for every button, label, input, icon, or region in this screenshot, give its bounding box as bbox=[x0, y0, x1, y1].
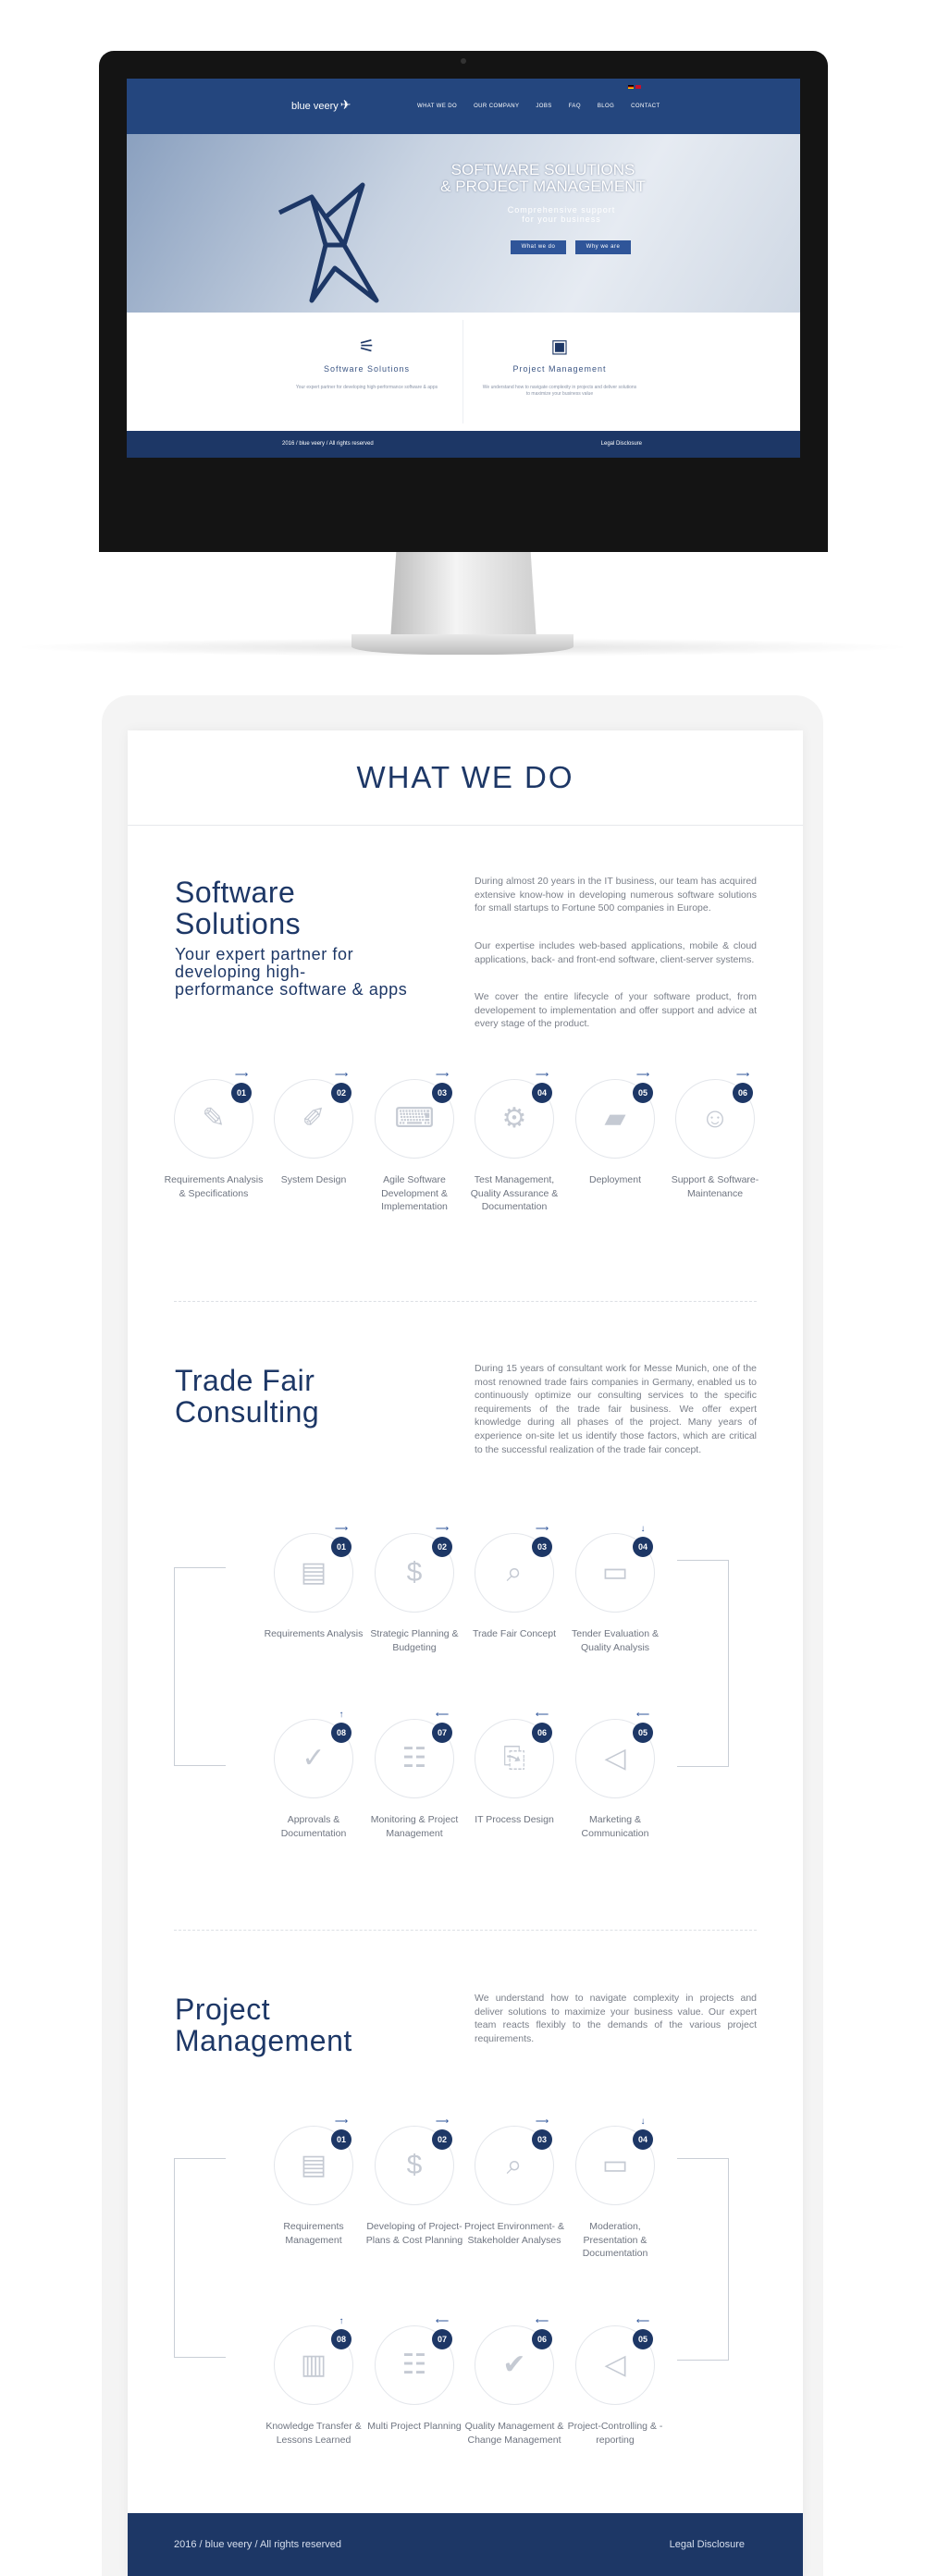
arrow-left-icon: ⟵ bbox=[535, 1710, 549, 1720]
english-flag-icon[interactable] bbox=[635, 85, 641, 89]
step-label: Moderation, Presentation & Documentation bbox=[582, 2221, 648, 2259]
site-logo[interactable] bbox=[291, 97, 352, 113]
knowledge-icon: ▥ bbox=[300, 2349, 327, 2380]
footer-copyright: 2016 / blue veery / All rights reserved bbox=[282, 441, 374, 447]
step-number-badge: 04 bbox=[532, 1083, 552, 1103]
step-label: IT Process Design bbox=[475, 1814, 554, 1825]
gears-icon: ⚙ bbox=[501, 1103, 527, 1134]
step-number-badge: 01 bbox=[231, 1083, 252, 1103]
hero-subtitle bbox=[497, 205, 626, 224]
step-label: Knowledge Transfer & Lessons Learned bbox=[265, 2421, 362, 2446]
cycle-bracket-left bbox=[174, 1567, 226, 1766]
hero-title-line2: & PROJECT MANAGEMENT bbox=[440, 178, 646, 195]
arrow-left-icon: ⟵ bbox=[635, 2316, 650, 2326]
arrow-left-icon: ⟵ bbox=[635, 1710, 650, 1720]
arrow-up-icon: ↑ bbox=[339, 2316, 344, 2326]
magnifier-icon: ⌕ bbox=[506, 1557, 523, 1588]
step-number-badge: 08 bbox=[331, 2329, 352, 2349]
step-label: Tender Evaluation & Quality Analysis bbox=[572, 1628, 659, 1653]
site-header bbox=[127, 79, 800, 134]
title-line1: Trade Fair bbox=[175, 1364, 315, 1397]
arrow-left-icon: ⟵ bbox=[435, 2316, 450, 2326]
arrow-right-icon: ⟶ bbox=[435, 2116, 450, 2127]
cycle-bracket-left bbox=[174, 2158, 226, 2358]
software-paragraph-1: During almost 20 years in the IT business, our team has acquired extensive know-how in developing numerous software solutions for small startups to Fortune 500 companies in Europe. bbox=[475, 876, 757, 914]
team-icon: ☷ bbox=[401, 1743, 427, 1773]
nav-item-faq[interactable]: FAQ bbox=[568, 104, 581, 109]
trade-fair-paragraph: During 15 years of consultant work for Messe Munich, one of the most renowned trade fairs companies in Germany, enabled us to continuously optimize our consulting services to the specific requirements of the trade fair business. We offer expert knowledge during all phases of the project. Many years of experience on-site let us identify those factors, which are critical to the successful realization of the trade fair concept. bbox=[475, 1363, 757, 1455]
language-flags bbox=[628, 85, 641, 89]
footer-copyright: 2016 / blue veery / All rights reserved bbox=[174, 2539, 341, 2550]
software-paragraph-2: Our expertise includes web-based applications, mobile & cloud applications, back- and front-end software, client-server systems. bbox=[475, 940, 757, 965]
support-agent-icon: ☺ bbox=[700, 1103, 730, 1134]
step-number-badge: 03 bbox=[532, 2129, 552, 2150]
arrow-right-icon: ⟶ bbox=[535, 1070, 549, 1080]
step-label: Project Environment- & Stakeholder Analyses bbox=[464, 2221, 564, 2246]
step-label: Multi Project Planning bbox=[367, 2421, 462, 2432]
sliders-icon: ▣ bbox=[550, 337, 569, 357]
step-number-badge: 02 bbox=[432, 2129, 452, 2150]
step-number-badge: 05 bbox=[633, 1723, 653, 1743]
hero-title bbox=[404, 162, 682, 195]
origami-bird-icon bbox=[275, 180, 404, 310]
megaphone-icon: ◁ bbox=[604, 2349, 626, 2380]
title-line2: Consulting bbox=[175, 1395, 320, 1429]
arrow-right-icon: ⟶ bbox=[535, 1524, 549, 1534]
step-number-badge: 07 bbox=[432, 1723, 452, 1743]
title-line1: Software bbox=[175, 876, 296, 909]
process-icon: ⎘ bbox=[503, 1743, 525, 1773]
nav-item-contact[interactable]: CONTACT bbox=[631, 104, 660, 109]
budget-icon: $ bbox=[406, 2150, 423, 2180]
step-number-badge: 05 bbox=[633, 1083, 653, 1103]
budget-icon: $ bbox=[406, 1557, 423, 1588]
arrow-up-icon: ↑ bbox=[339, 1710, 344, 1720]
why-we-are-button[interactable]: Why we are bbox=[575, 240, 631, 254]
project-management-paragraph: We understand how to navigate complexity in projects and deliver solutions to maximize your business value. Our expert team reacts flexibly to the demands of the various project requirements. bbox=[475, 1993, 757, 2044]
cycle-bracket-right bbox=[677, 1560, 729, 1767]
step-label: Requirements Analysis bbox=[264, 1628, 364, 1639]
step-label: Agile Software Development & Implementation bbox=[381, 1174, 448, 1212]
monitor-frame bbox=[99, 51, 828, 552]
step-label: Trade Fair Concept bbox=[472, 1628, 557, 1639]
hero-subtitle-line1: Comprehensive support bbox=[507, 205, 616, 215]
step-number-badge: 05 bbox=[633, 2329, 653, 2349]
nav-item-jobs[interactable]: JOBS bbox=[536, 104, 552, 109]
document-icon: ▤ bbox=[300, 1557, 327, 1588]
arrow-right-icon: ⟶ bbox=[535, 2116, 549, 2127]
step-number-badge: 02 bbox=[331, 1083, 352, 1103]
arrow-right-icon: ⟶ bbox=[334, 1524, 349, 1534]
megaphone-icon: ◁ bbox=[604, 1743, 626, 1773]
arrow-right-icon: ⟶ bbox=[334, 2116, 349, 2127]
nav-item-our-company[interactable]: OUR COMPANY bbox=[474, 104, 520, 109]
nav-item-what-we-do[interactable]: WHAT WE DO bbox=[417, 104, 458, 109]
step-label: Monitoring & Project Management bbox=[370, 1814, 459, 1839]
monitor-icon: ▭ bbox=[601, 1557, 629, 1588]
step-label: Deployment bbox=[588, 1174, 642, 1185]
document-icon: ▤ bbox=[300, 2150, 327, 2180]
step-label: Support & Software-Maintenance bbox=[671, 1174, 759, 1199]
code-window-icon: ⌨ bbox=[394, 1103, 435, 1134]
site-footer bbox=[127, 431, 800, 458]
step-number-badge: 07 bbox=[432, 2329, 452, 2349]
hero-title-line1: SOFTWARE SOLUTIONS bbox=[450, 161, 635, 178]
monitor-base bbox=[352, 634, 574, 655]
step-number-badge: 06 bbox=[532, 2329, 552, 2349]
hero-banner bbox=[127, 134, 800, 313]
page-footer bbox=[128, 2513, 803, 2576]
step-number-badge: 03 bbox=[532, 1537, 552, 1557]
step-number-badge: 06 bbox=[733, 1083, 753, 1103]
software-paragraph-3: We cover the entire lifecycle of your software product, from developement to implementation and offer support and advice at every stage of the product. bbox=[475, 991, 757, 1030]
arrow-down-icon: ↓ bbox=[640, 1524, 646, 1534]
subtitle-line2: developing high- bbox=[175, 963, 306, 981]
step-label: Project-Controlling & -reporting bbox=[567, 2421, 663, 2446]
step-label: Requirements Management bbox=[283, 2221, 344, 2246]
page-title: WHAT WE DO bbox=[356, 760, 574, 794]
monitor-stand bbox=[390, 552, 536, 641]
monitor-icon: ▭ bbox=[601, 2150, 629, 2180]
step-label: Approvals & Documentation bbox=[280, 1814, 347, 1839]
card-title: Project Management bbox=[512, 364, 607, 374]
step-number-badge: 01 bbox=[331, 1537, 352, 1557]
card-description: Your expert partner for developing high-performance software & apps bbox=[295, 385, 438, 390]
card-description: We understand how to navigate complexity in projects and deliver solutions to maximize your business value bbox=[482, 385, 637, 397]
divider bbox=[128, 825, 803, 826]
step-number-badge: 03 bbox=[432, 1083, 452, 1103]
magnifier-icon: ⌕ bbox=[506, 2150, 523, 2180]
arrow-right-icon: ⟶ bbox=[735, 1070, 750, 1080]
design-tools-icon: ✐ bbox=[302, 1103, 326, 1134]
team-icon: ☷ bbox=[401, 2349, 427, 2380]
bird-logo-icon: ✈ bbox=[339, 97, 352, 112]
section-divider bbox=[174, 1930, 757, 1931]
arrow-right-icon: ⟶ bbox=[435, 1524, 450, 1534]
arrow-left-icon: ⟵ bbox=[535, 2316, 549, 2326]
footer-legal-link[interactable]: Legal Disclosure bbox=[669, 2539, 745, 2550]
step-number-badge: 01 bbox=[331, 2129, 352, 2150]
arrow-right-icon: ⟶ bbox=[435, 1070, 450, 1080]
software-solutions-subtitle bbox=[175, 946, 407, 999]
step-label: Test Management, Quality Assurance & Documentation bbox=[470, 1174, 559, 1212]
hero-subtitle-line2: for your business bbox=[522, 215, 601, 224]
arrow-left-icon: ⟵ bbox=[435, 1710, 450, 1720]
step-number-badge: 06 bbox=[532, 1723, 552, 1743]
step-number-badge: 02 bbox=[432, 1537, 452, 1557]
service-cards bbox=[127, 313, 800, 431]
title-line2: Management bbox=[175, 2024, 352, 2057]
arrow-down-icon: ↓ bbox=[640, 2116, 646, 2127]
monitor-screen bbox=[127, 79, 800, 458]
step-label: Developing of Project-Plans & Cost Planning bbox=[365, 2221, 463, 2246]
section-divider bbox=[174, 1301, 757, 1302]
title-line1: Project bbox=[175, 1993, 271, 2026]
card-software-solutions[interactable] bbox=[271, 320, 463, 423]
card-project-management[interactable] bbox=[463, 320, 656, 423]
step-number-badge: 04 bbox=[633, 1537, 653, 1557]
title-line2: Solutions bbox=[175, 907, 302, 940]
project-management-title bbox=[175, 1993, 352, 2056]
footer-legal-link[interactable]: Legal Disclosure bbox=[600, 441, 642, 447]
arrow-right-icon: ⟶ bbox=[334, 1070, 349, 1080]
what-we-do-button[interactable]: What we do bbox=[511, 240, 566, 254]
arrow-right-icon: ⟶ bbox=[635, 1070, 650, 1080]
step-label: Marketing & Communication bbox=[581, 1814, 649, 1839]
software-solutions-title bbox=[175, 877, 301, 939]
camera-dot bbox=[461, 58, 466, 64]
site-nav bbox=[417, 104, 660, 109]
subtitle-line1: Your expert partner for bbox=[175, 945, 354, 963]
step-label: System Design bbox=[280, 1174, 347, 1185]
quality-icon: ✔ bbox=[502, 2349, 526, 2380]
site-logo-text: blue veery bbox=[291, 101, 339, 112]
arrow-right-icon: ⟶ bbox=[234, 1070, 249, 1080]
folder-icon: ▰ bbox=[604, 1103, 626, 1134]
step-label: Quality Management & Change Management bbox=[464, 2421, 564, 2446]
card-title: Software Solutions bbox=[323, 364, 411, 374]
german-flag-icon[interactable] bbox=[628, 85, 634, 89]
approval-icon: ✓ bbox=[302, 1743, 326, 1773]
step-label: Requirements Analysis & Specifications bbox=[164, 1174, 264, 1199]
cycle-bracket-right bbox=[677, 2158, 729, 2361]
subtitle-line3: performance software & apps bbox=[175, 980, 408, 999]
clipboard-pencil-icon: ✎ bbox=[202, 1103, 226, 1134]
trade-fair-title bbox=[175, 1365, 319, 1428]
software-icon: ⚟ bbox=[358, 337, 376, 357]
step-label: Strategic Planning & Budgeting bbox=[370, 1628, 459, 1653]
step-number-badge: 04 bbox=[633, 2129, 653, 2150]
step-number-badge: 08 bbox=[331, 1723, 352, 1743]
nav-item-blog[interactable]: BLOG bbox=[597, 104, 615, 109]
what-we-do-page bbox=[128, 730, 803, 2576]
